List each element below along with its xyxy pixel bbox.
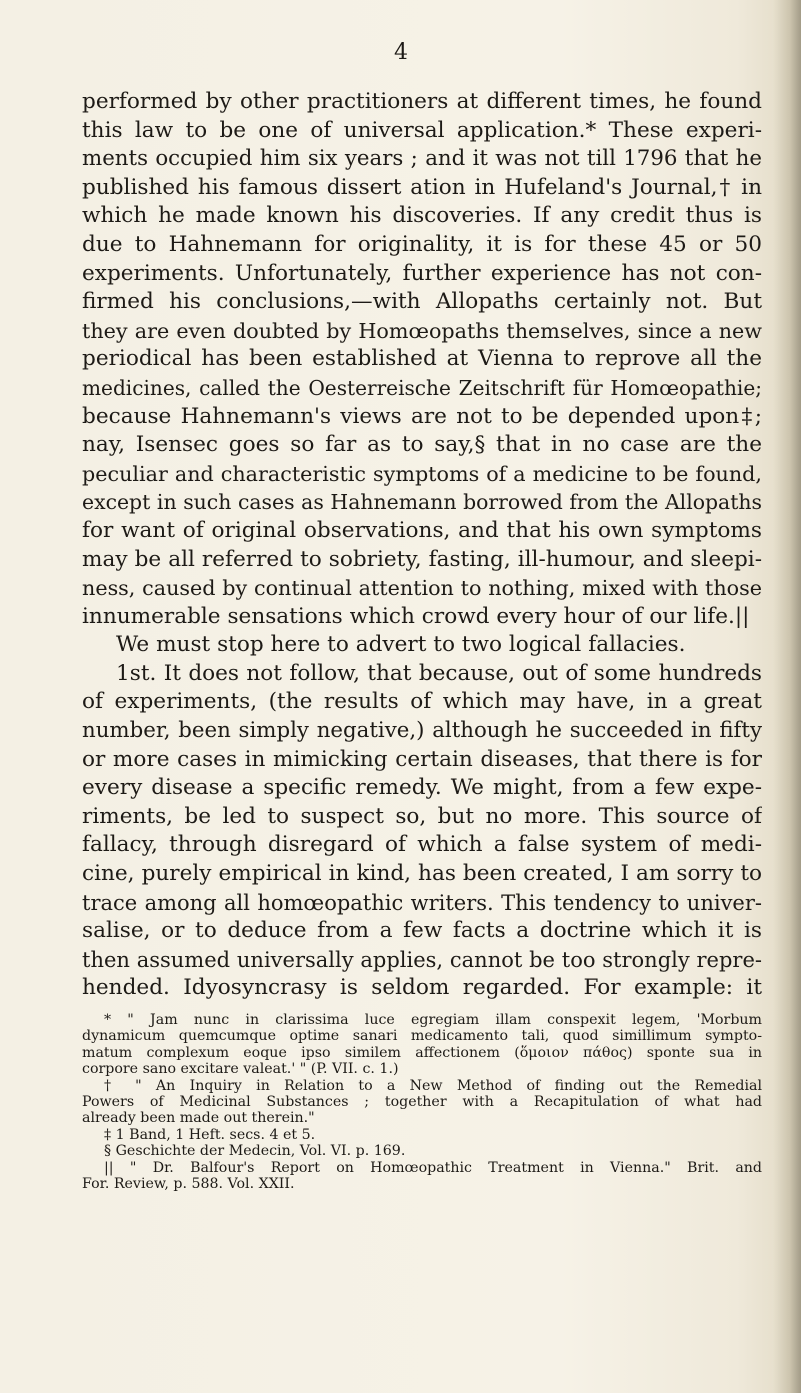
- text-line: 1st. It does not follow, that because, out of some hundreds: [116, 660, 762, 686]
- text-line: periodical has been established at Vienna to reprove all the: [82, 346, 762, 372]
- text-line: they are even doubted by Homœopaths themselves, since a new: [82, 318, 762, 343]
- footnote-line: dynamicum quemcumque optime sanari medicamento tali, quod simillimum sympto-: [82, 1028, 762, 1045]
- footnote-line: For. Review, p. 588. Vol. XXII.: [82, 1175, 295, 1192]
- text-line: ments occupied him six years ; and it was not till 1796 that he: [82, 146, 762, 172]
- main-text: [82, 88, 762, 1003]
- footnote-line: already been made out therein.": [82, 1110, 315, 1127]
- text-line: trace among all homœopathic writers. This tendency to univer-: [82, 890, 762, 915]
- text-line: medicines, called the Oesterreische Zeitschrift für Homœopathie;: [82, 375, 762, 400]
- footnote-line: || " Dr. Balfour's Report on Homœopathic Treatment in Vienna." Brit. and: [104, 1159, 762, 1176]
- text-line: may be all referred to sobriety, fasting, ill-humour, and sleepi-: [82, 546, 762, 572]
- text-line: performed by other practitioners at different times, he found: [82, 89, 762, 114]
- footnote-line: Powers of Medicinal Substances ; together with a Recapitulation of what had: [82, 1093, 762, 1110]
- text-line: nay, Isensec goes so far as to say,§ that in no case are the: [82, 432, 762, 458]
- text-line: every disease a specific remedy. We might, from a few expe-: [82, 775, 762, 801]
- text-line: which he made known his discoveries. If any credit thus is: [82, 203, 762, 229]
- text-line: fallacy, through disregard of which a false system of medi-: [82, 832, 762, 858]
- text-line: peculiar and characteristic symptoms of a medicine to be found,: [82, 461, 762, 486]
- text-line: except in such cases as Hahnemann borrowed from the Allopaths: [82, 490, 762, 515]
- text-line: ness, caused by continual attention to nothing, mixed with those: [82, 576, 762, 601]
- text-line: riments, be led to suspect so, but no more. This source of: [82, 803, 762, 829]
- text-line: for want of original observations, and that his own symptoms: [82, 517, 762, 543]
- text-line: because Hahnemann's views are not to be depended upon‡;: [82, 403, 762, 429]
- text-line: this law to be one of universal application.* These experi-: [82, 117, 762, 143]
- page-edge-shadow: [773, 0, 801, 1393]
- text-line: firmed his conclusions,—with Allopaths certainly not. But: [82, 289, 762, 315]
- text-line: hended. Idyosyncrasy is seldom regarded. For example: it: [82, 975, 762, 1001]
- text-line: We must stop here to advert to two logical fallacies.: [116, 632, 686, 658]
- footnote-line: § Geschichte der Medecin, Vol. VI. p. 169.: [104, 1143, 406, 1160]
- page-number: 4: [394, 40, 408, 65]
- footnote-line: † " An Inquiry in Relation to a New Method of finding out the Remedial: [104, 1077, 762, 1094]
- text-line: cine, purely empirical in kind, has been created, I am sorry to: [82, 861, 762, 887]
- text-line: then assumed universally applies, cannot be too strongly repre-: [82, 947, 762, 972]
- text-line: number, been simply negative,) although he succeeded in fifty: [82, 718, 762, 744]
- text-line: or more cases in mimicking certain diseases, that there is for: [82, 746, 762, 772]
- footnote-line: corpore sano excitare valeat.' " (P. VII. c. 1.): [82, 1061, 399, 1078]
- text-line: published his famous dissert ation in Hufeland's Journal,† in: [82, 174, 762, 200]
- text-line: due to Hahnemann for originality, it is for these 45 or 50: [82, 231, 762, 257]
- footnotes: [82, 1012, 762, 1192]
- text-line: salise, or to deduce from a few facts a doctrine which it is: [82, 918, 762, 944]
- footnote-line: * " Jam nunc in clarissima luce egregiam illam conspexit legem, 'Morbum: [104, 1012, 762, 1028]
- text-line: of experiments, (the results of which may have, in a great: [82, 689, 762, 715]
- text-line: experiments. Unfortunately, further experience has not con-: [82, 260, 762, 286]
- footnote-line: matum complexum eoque ipso similem affectionem (ὅμοιον πάθος) sponte sua in: [82, 1044, 762, 1061]
- text-line: innumerable sensations which crowd every hour of our life.||: [82, 603, 750, 629]
- footnote-line: ‡ 1 Band, 1 Heft. secs. 4 et 5.: [104, 1126, 316, 1143]
